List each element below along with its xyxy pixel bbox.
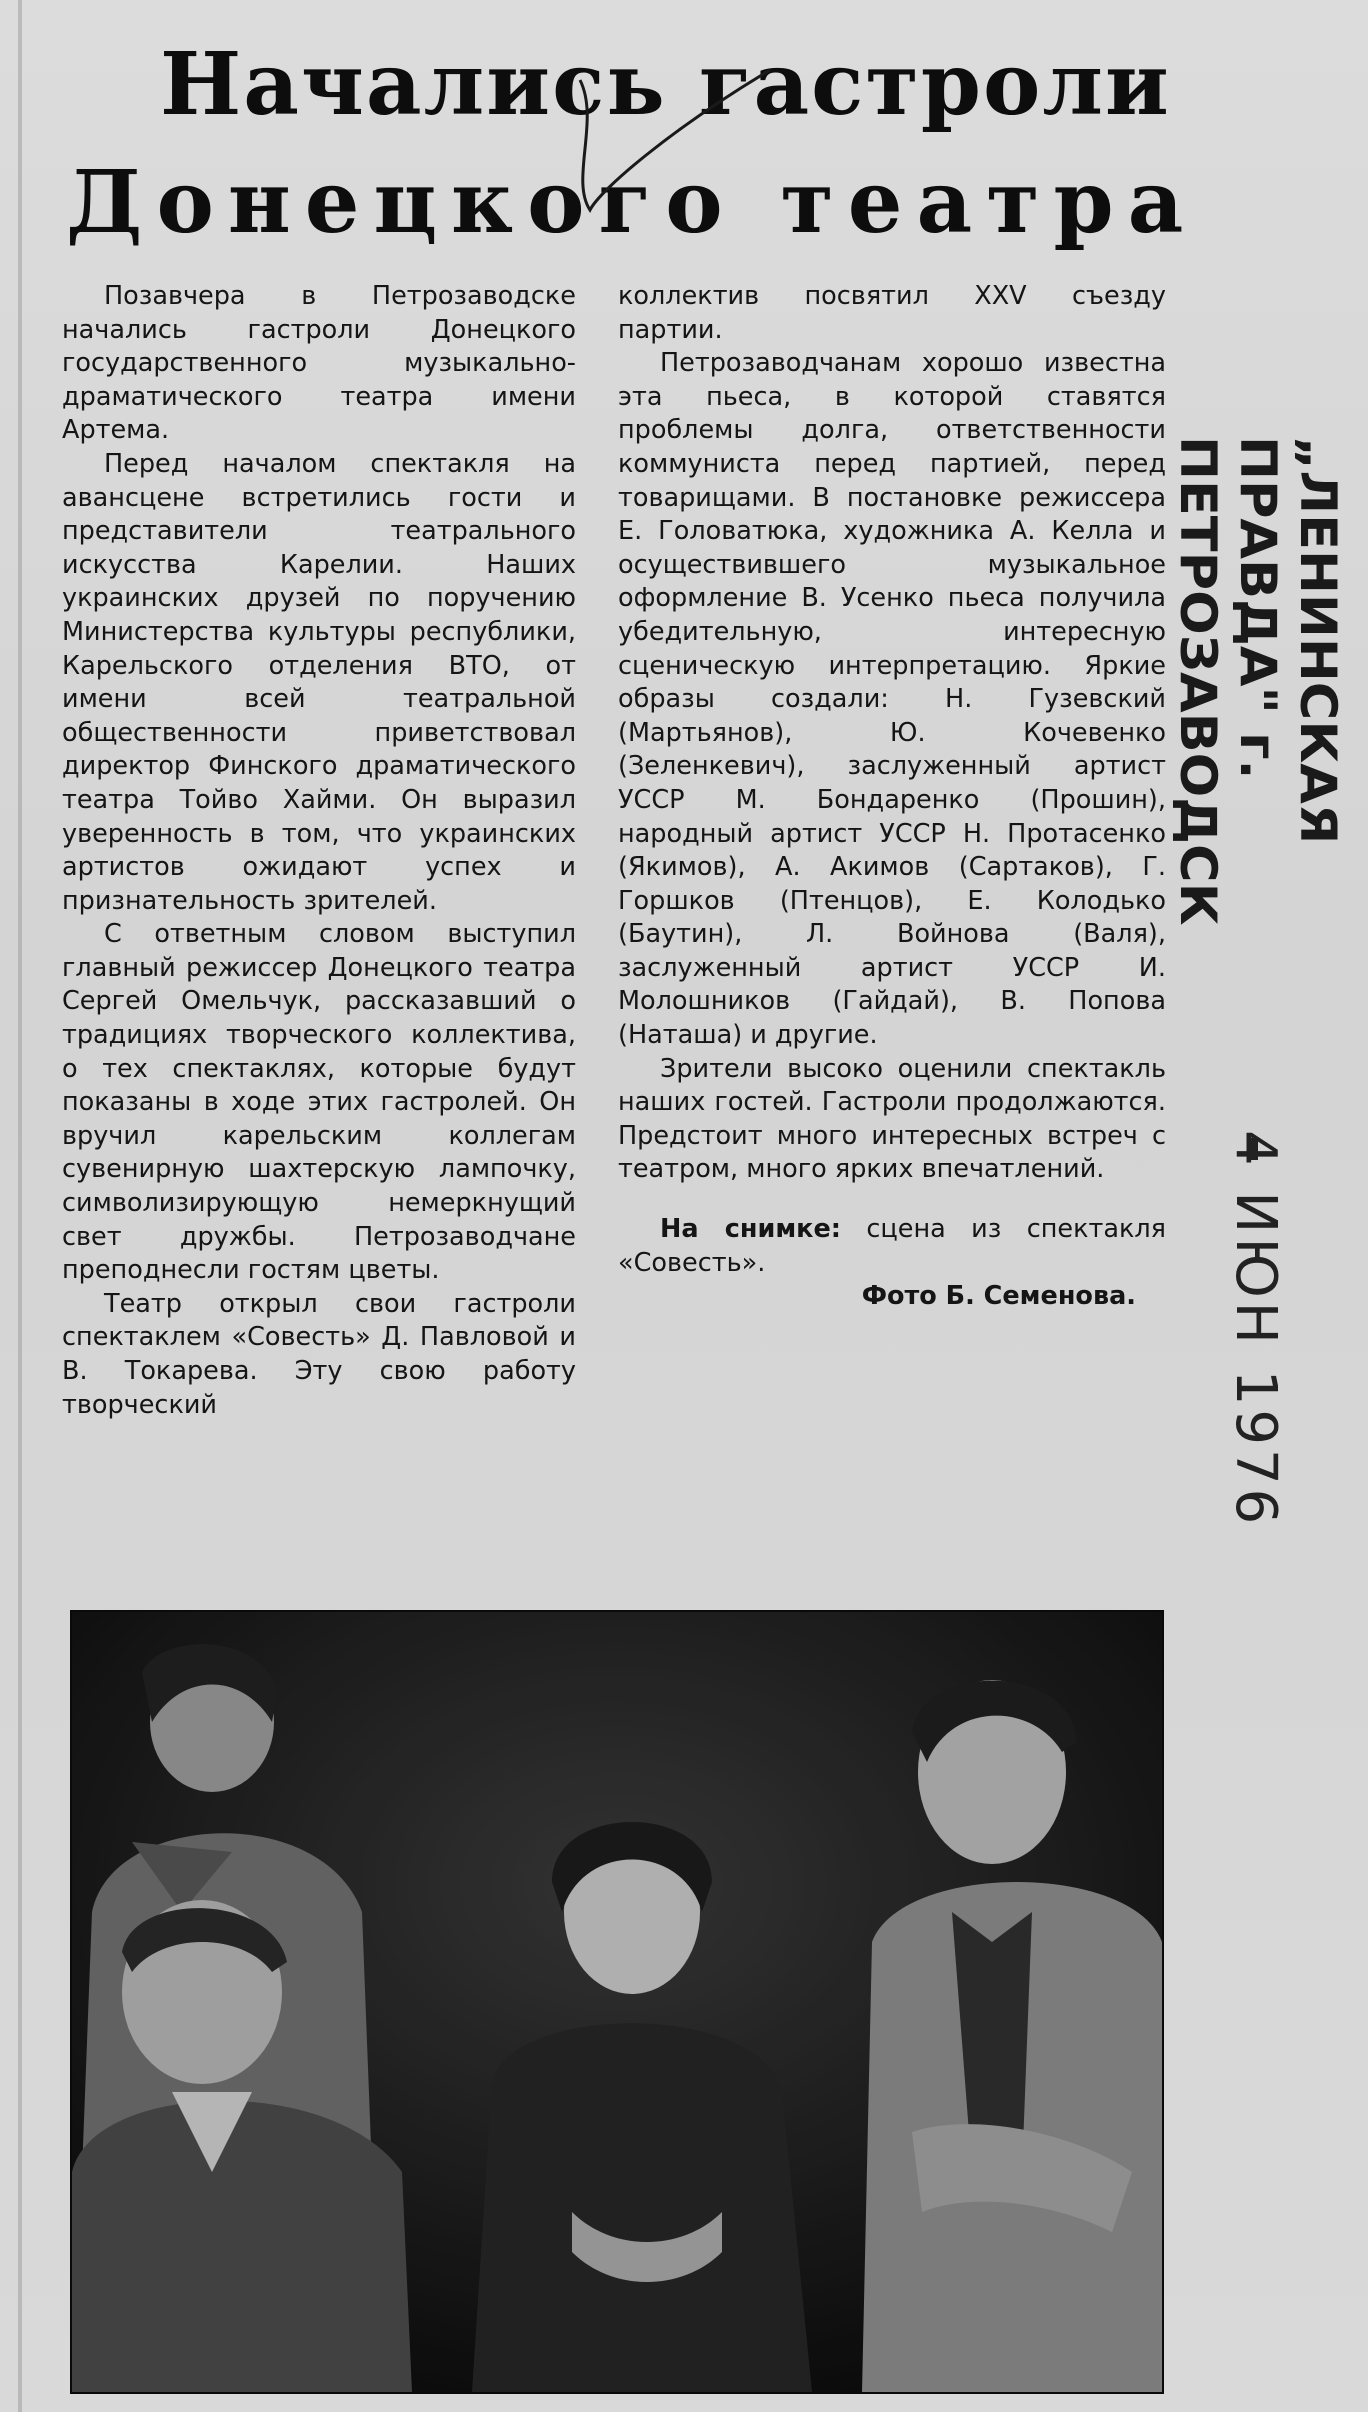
newspaper-stamp <box>1169 436 1348 1024</box>
scene-photo-image <box>72 1612 1162 2392</box>
paragraph: коллектив посвятил XXV съезду партии. <box>618 281 1166 345</box>
article-column-1 <box>62 280 576 1422</box>
paragraph: Театр открыл свои гастроли спектаклем «Совесть» Д. Павловой и В. Токарева. Эту свою работу творческий <box>62 1288 576 1420</box>
paragraph: С ответным словом выступил главный режиссер Донецкого театра Сергей Омельчук, рассказавший о традициях творческого коллектива, о тех спектаклях, которые будут показаны в ходе этих гастролей. Он вручил карельским коллегам сувенирную шахтерскую лампочку, символизирующую немеркнущий свет дружбы. Петрозаводчане преподнесли гостям цветы. <box>62 919 576 1286</box>
paper-crease <box>18 0 22 2412</box>
publication-date: 4 ИЮН 1976 <box>1223 1130 1288 1529</box>
paragraph: Перед началом спектакля на авансцене встретились гости и представители театрального искусства Карелии. Наших украинских друзей по поручению Министерства культуры республики, Карельского отделения ВТО, от имени всей театральной общественности приветствовал директор Финского драматического театра Тойво Хайми. Он выразил уверенность в том, что украинских артистов ожидают успех и признательность зрителей. <box>62 448 576 916</box>
headline-line-2: Донецкого театра <box>66 152 1198 253</box>
photo-caption <box>618 1213 1166 1280</box>
paragraph: Петрозаводчанам хорошо известна эта пьеса, в которой ставятся проблемы долга, ответственности коммуниста перед партией, перед товарищами. В постановке режиссера Е. Головатюка, художника А. Келла и осуществившего музыкальное оформление В. Усенко пьеса получила убедительную, интересную сценическую интерпретацию. Яркие образы создали: Н. Гузевский (Мартьянов), Ю. Кочевенко (Зеленкевич), заслуженный артист УССР М. Бондаренко (Прошин), народный артист УССР Н. Протасенко (Якимов), А. Акимов (Сартаков), Г. Горшков (Птенцов), Е. Колодько (Баутин), Л. Войнова (Валя), заслуженный артист УССР И. Молошников (Гайдай), В. Попова (Наташа) и другие. <box>618 348 1166 1051</box>
article-column-2 <box>618 280 1166 1314</box>
photo-credit: Фото Б. Семенова. <box>861 1281 1136 1312</box>
caption-label: На снимке: <box>660 1214 841 1245</box>
pen-mark <box>560 60 780 220</box>
paragraph: Зрители высоко оценили спектакль наших гостей. Гастроли продолжаются. Предстоит много интересных встреч с театром, много ярких впечатлений. <box>618 1053 1166 1185</box>
caption-text: сцена из спектакля «Совесть». <box>618 1214 1167 1278</box>
headline-line-1: Начались гастроли <box>160 34 1171 135</box>
scene-photo <box>70 1610 1164 2394</box>
newspaper-city: г. ПЕТРОЗАВОДСК <box>1169 436 1287 926</box>
newspaper-name: „ЛЕНИНСКАЯ ПРАВДА" <box>1229 436 1347 845</box>
paragraph: Позавчера в Петрозаводске начались гастроли Донецкого государственного музыкально-драматического театра имени Артема. <box>62 281 576 446</box>
